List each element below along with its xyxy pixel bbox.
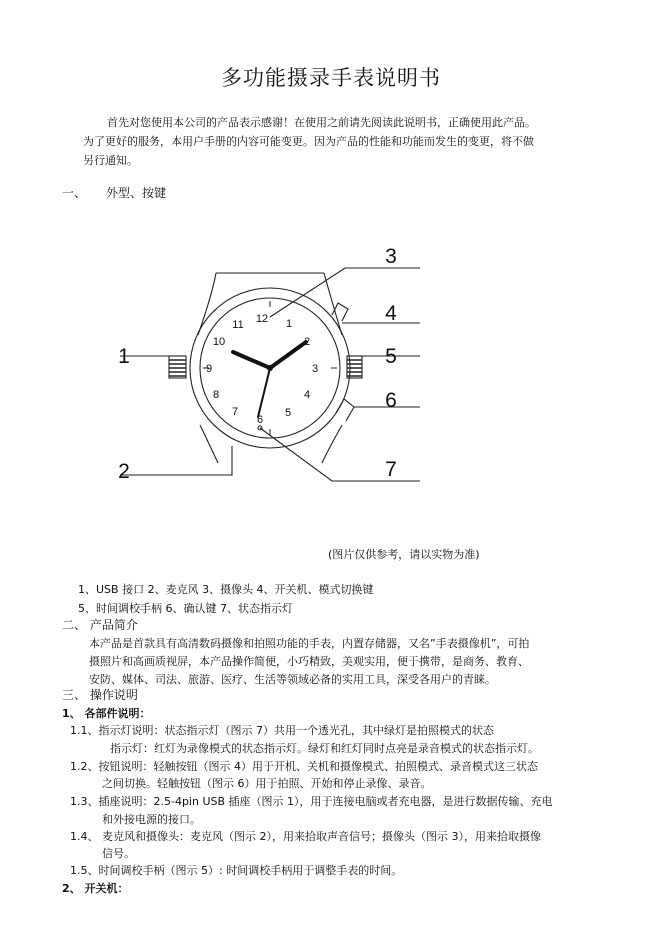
legend-line-2: 5、时间调校手柄 6、确认键 7、状态指示灯 xyxy=(78,602,293,615)
dial-9: 9 xyxy=(205,363,213,375)
dial-7: 7 xyxy=(231,406,239,418)
section-1-title: 外型、按键 xyxy=(106,186,167,200)
item-1-2-a: 1.2、按钮说明：轻触按钮（图示 4）用于开机、关机和摄像模式、拍照模式、录音模式这三状态 xyxy=(70,760,538,773)
section-1-number: 一、 xyxy=(62,186,87,200)
watch-diagram xyxy=(100,235,520,535)
intro-line-2: 为了更好的服务，本用户手册的内容可能变更。因为产品的性能和功能而发生的变更，将不做 xyxy=(83,135,534,148)
callout-7: 7 xyxy=(385,458,397,481)
legend-line-1: 1、USB 接口 2、麦克风 3、摄像头 4、开关机、模式切换键 xyxy=(78,583,374,596)
item-1-1-a: 1.1、指示灯说明：状态指示灯（图示 7）共用一个透光孔，其中绿灯是拍照模式的状态 xyxy=(70,724,494,737)
item-1-3-b: 和外接电源的接口。 xyxy=(102,813,201,826)
section-2-line-1: 本产品是首款具有高清数码摄像和拍照功能的手表，内置存储器，又名”手表摄像机”，可拍 xyxy=(89,637,530,650)
watch-hands xyxy=(233,342,306,417)
figure-caption: (图片仅供参考，请以实物为准) xyxy=(328,548,480,561)
intro-line-1: 首先对您使用本公司的产品表示感谢！在使用之前请先阅读此说明书，正确使用此产品。 xyxy=(107,116,536,129)
dial-12: 12 xyxy=(255,313,269,325)
item-1-2-b: 之间切换。轻触按钮（图示 6）用于拍照、开始和停止录像、录音。 xyxy=(102,777,432,790)
dial-1: 1 xyxy=(285,318,293,330)
document-title: 多功能摄录手表说明书 xyxy=(221,66,441,90)
section-3-sub-2: 2、 开关机： xyxy=(62,882,129,895)
section-3-sub-1: 1、 各部件说明： xyxy=(62,707,151,720)
item-1-1-b: 指示灯：红灯为录像模式的状态指示灯。绿灯和红灯同时点亮是录音模式的状态指示灯。 xyxy=(110,742,539,755)
item-1-4-b: 信号。 xyxy=(102,847,135,860)
dial-3: 3 xyxy=(311,363,319,375)
dial-8: 8 xyxy=(212,389,220,401)
item-1-5: 1.5、时间调校手柄（图示 5）: 时间调校手柄用于调整手表的时间。 xyxy=(70,864,403,877)
section-2-line-3: 安防、媒体、司法、旅游、医疗、生活等领域必备的实用工具，深受各用户的青睐。 xyxy=(89,673,496,686)
intro-line-3: 另行通知。 xyxy=(83,154,138,167)
dial-2: 2 xyxy=(303,336,311,348)
section-3-title: 三、 操作说明 xyxy=(62,688,138,702)
power-mode-button xyxy=(332,303,348,321)
item-1-4-a: 1.4、 麦克风和摄像头：麦克风（图示 2），用来拾取声音信号；摄像头（图示 3），用来拾取摄像 xyxy=(70,830,541,843)
callout-2: 2 xyxy=(118,460,130,483)
callout-1: 1 xyxy=(118,345,130,368)
dial-10: 10 xyxy=(212,336,226,348)
dial-4: 4 xyxy=(303,389,311,401)
section-2-title: 二、 产品简介 xyxy=(62,618,138,632)
callout-3: 3 xyxy=(385,245,397,268)
section-2-line-2: 摄照片和高画质视屏，本产品操作简便，小巧精致，美观实用，便于携带，是商务、教育、 xyxy=(89,655,529,668)
callout-4: 4 xyxy=(385,302,397,325)
dial-11: 11 xyxy=(232,319,244,331)
callout-6: 6 xyxy=(385,389,397,412)
dial-6: 6 xyxy=(256,414,264,426)
item-1-3-a: 1.3、插座说明：2.5-4pin USB 插座（图示 1），用于连接电脑或者充电器，是进行数据传输、充电 xyxy=(70,795,553,808)
dial-5: 5 xyxy=(284,407,292,419)
callout-5: 5 xyxy=(385,345,397,368)
